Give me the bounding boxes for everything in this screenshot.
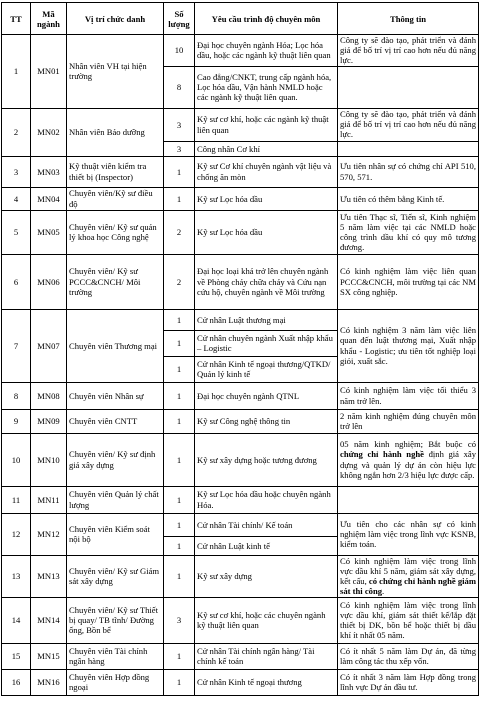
row-quantity: 1: [164, 156, 195, 187]
row-position: Nhân viên VH tại hiện trường: [67, 35, 164, 109]
row-info: Ưu tiên Thạc sĩ, Tiến sĩ, Kinh nghiệm 5 năm làm việc tại các NMLD hoặc công trình dầu khí có quy mô tương đương.: [338, 210, 479, 254]
row-position: Chuyên viên/ Kỹ sư Giám sát xây dựng: [67, 555, 164, 597]
row-code: MN08: [31, 382, 67, 409]
header-info: Thông tin: [338, 3, 479, 35]
row-quantity: 1: [164, 433, 195, 486]
row-info: [338, 486, 479, 513]
row-quantity: 1: [164, 330, 195, 356]
row-info: Công ty sẽ đào tạo, phát triển và đánh giá để bố trí vị trí cao hơn nếu đủ năng lực.: [338, 108, 479, 141]
certificate-emphasis: có chứng chỉ hành nghề giám sát thi công: [340, 576, 476, 597]
row-requirement: Kỹ sư Lọc hóa dầu: [195, 210, 338, 254]
row-code: MN07: [31, 309, 67, 382]
row-code: MN10: [31, 433, 67, 486]
row-requirement: Cử nhân Tài chính/ Kế toán: [195, 513, 338, 536]
row-requirement: Công nhân Cơ khí: [195, 141, 338, 156]
header-tt: TT: [2, 3, 31, 35]
table-header-row: [2, 3, 479, 35]
row-position: Chuyên viên Hợp đồng ngoại: [67, 669, 164, 695]
row-quantity: 1: [164, 513, 195, 536]
row-requirement: Đại học chuyên ngành QTNL: [195, 382, 338, 409]
row-quantity: 1: [164, 486, 195, 513]
info-text-pre: 05 năm kinh nghiệm; Bắt buộc có: [340, 439, 476, 450]
row-tt: 13: [2, 555, 31, 597]
row-code: MN09: [31, 409, 67, 433]
row-tt: 7: [2, 309, 31, 382]
table-row: [2, 210, 479, 254]
row-code: MN01: [31, 35, 67, 109]
row-tt: 14: [2, 597, 31, 643]
row-code: MN12: [31, 513, 67, 555]
row-tt: 11: [2, 486, 31, 513]
table-row: [2, 555, 479, 597]
row-position: Nhân viên Bảo dưỡng: [67, 108, 164, 156]
recruitment-table: [1, 2, 479, 696]
row-tt: 12: [2, 513, 31, 555]
row-code: MN04: [31, 187, 67, 210]
row-tt: 9: [2, 409, 31, 433]
row-quantity: 2: [164, 254, 195, 309]
row-quantity: 3: [164, 108, 195, 141]
header-quantity: Số lượng: [164, 3, 195, 35]
row-info: Có kinh nghiệm làm việc liên quan PCCC&CNCH, môi trường tại các NM SX công nghiệp.: [338, 254, 479, 309]
row-quantity: 1: [164, 555, 195, 597]
row-tt: 1: [2, 35, 31, 109]
row-requirement: Cử nhân Luật kinh tế: [195, 536, 338, 555]
row-quantity: 1: [164, 309, 195, 330]
row-requirement: Đại học chuyên ngành Hóa; Lọc hóa dầu, hoặc các ngành kỹ thuật liên quan: [195, 35, 338, 67]
row-quantity: 3: [164, 597, 195, 643]
row-quantity: 1: [164, 669, 195, 695]
row-info: Có ít nhất 5 năm làm Dự án, đã từng làm công tác thu xếp vốn.: [338, 643, 479, 669]
row-tt: 4: [2, 187, 31, 210]
row-info: 2 năm kinh nghiệm đúng chuyên môn trở lên: [338, 409, 479, 433]
row-tt: 2: [2, 108, 31, 156]
row-info-empty: [338, 141, 479, 156]
row-position: Kỹ thuật viên kiểm tra thiết bị (Inspector): [67, 156, 164, 187]
row-info: Có kinh nghiệm làm việc trong lĩnh vực dầu khí, giám sát thiết kế/lắp đặt thiết bị DK, bồn bể hoặc thiết bị dầu khí ít nhất 05 năm.: [338, 597, 479, 643]
row-position: Chuyên viên Kiểm soát nội bộ: [67, 513, 164, 555]
row-tt: 10: [2, 433, 31, 486]
row-quantity: 3: [164, 141, 195, 156]
row-tt: 8: [2, 382, 31, 409]
row-code: MN03: [31, 156, 67, 187]
row-position: Chuyên viên/ Kỹ sư Thiết bị quay/ TB tĩnh/ Đường ống, Bồn bể: [67, 597, 164, 643]
row-quantity: 1: [164, 356, 195, 382]
row-tt: 15: [2, 643, 31, 669]
info-text-pre: Có kinh nghiệm làm việc trong lĩnh vực dầu khí 5 năm, giám sát xây dựng, kết cấu,: [340, 555, 476, 587]
row-info: Có ít nhất 3 năm làm Hợp đồng trong lĩnh vực Dự án đầu tư.: [338, 669, 479, 695]
certificate-emphasis: chứng chỉ hành nghề: [340, 449, 424, 460]
row-quantity: 8: [164, 66, 195, 108]
row-requirement: Kỹ sư Công nghệ thông tin: [195, 409, 338, 433]
row-requirement: Đại học loại khá trở lên chuyên ngành về Phòng cháy chữa cháy và Cứu nạn cứu hộ, chuyên ngành về Môi trường: [195, 254, 338, 309]
row-info: Ưu tiên nhân sự có chứng chỉ API 510, 570, 571.: [338, 156, 479, 187]
table-row: [2, 597, 479, 643]
table-row: [2, 187, 479, 210]
row-info: Ưu tiên cho các nhân sự có kinh nghiệm làm việc trong lĩnh vực KSNB, kiểm toán.: [338, 513, 479, 555]
row-quantity: 1: [164, 409, 195, 433]
row-info: Công ty sẽ đào tạo, phát triển và đánh giá để bố trí vị trí cao hơn nếu đủ năng lực.: [338, 35, 479, 67]
row-info: [338, 555, 479, 597]
row-requirement: Kỹ sư Lọc hóa dầu: [195, 187, 338, 210]
row-requirement: Kỹ sư Cơ khí chuyên ngành vật liệu và chống ăn mòn: [195, 156, 338, 187]
row-position: Chuyên viên/Kỹ sư điều độ: [67, 187, 164, 210]
row-tt: 5: [2, 210, 31, 254]
info-text-post: .: [382, 586, 385, 597]
row-position: Chuyên viên Nhân sự: [67, 382, 164, 409]
row-requirement: Kỹ sư xây dựng: [195, 555, 338, 597]
row-info: Ưu tiên có thêm bằng Kinh tế.: [338, 187, 479, 210]
row-requirement: Cử nhân Kinh tế ngoại thương/QTKD/ Quản lý kinh tế: [195, 356, 338, 382]
row-quantity: 1: [164, 536, 195, 555]
row-requirement: Kỹ sư cơ khí, hoặc các chuyên ngành kỹ thuật liên quan: [195, 597, 338, 643]
row-position: Chuyên viên/ Kỹ sư quản lý khoa học Công nghệ: [67, 210, 164, 254]
row-requirement: Kỹ sư xây dựng hoặc tương đương: [195, 433, 338, 486]
row-tt: 3: [2, 156, 31, 187]
table-row: [2, 433, 479, 486]
header-requirement: Yêu cầu trình độ chuyên môn: [195, 3, 338, 35]
row-info-empty: [338, 66, 479, 108]
row-requirement: Kỹ sư Lọc hóa dầu hoặc chuyên ngành Hóa.: [195, 486, 338, 513]
header-code: Mã ngành: [31, 3, 67, 35]
table-row: [2, 486, 479, 513]
row-quantity: 1: [164, 187, 195, 210]
row-quantity: 10: [164, 35, 195, 67]
table-row: [2, 35, 479, 67]
row-position: Chuyên viên/ Kỹ sư PCCC&CNCH/ Môi trường: [67, 254, 164, 309]
table-row: [2, 669, 479, 695]
row-requirement: Cử nhân Kinh tế ngoại thương: [195, 669, 338, 695]
row-requirement: Cử nhân Luật thương mại: [195, 309, 338, 330]
row-code: MN02: [31, 108, 67, 156]
row-tt: 16: [2, 669, 31, 695]
row-code: MN16: [31, 669, 67, 695]
table-row: [2, 108, 479, 141]
row-code: MN14: [31, 597, 67, 643]
table-row: [2, 643, 479, 669]
row-requirement: Cử nhân chuyên ngành Xuất nhập khẩu – Logistic: [195, 330, 338, 356]
row-position: Chuyên viên/ Kỹ sư định giá xây dựng: [67, 433, 164, 486]
row-quantity: 1: [164, 382, 195, 409]
document-page: [1, 2, 479, 696]
row-info: [338, 433, 479, 486]
row-requirement: Kỹ sư cơ khí, hoặc các ngành kỹ thuật liên quan: [195, 108, 338, 141]
table-row: [2, 254, 479, 309]
row-requirement: Cử nhân Tài chính ngân hàng/ Tài chính kế toán: [195, 643, 338, 669]
row-code: MN13: [31, 555, 67, 597]
row-quantity: 1: [164, 643, 195, 669]
row-info: Có kinh nghiệm 3 năm làm việc liên quan đến luật thương mại, Xuất nhập khẩu - Logistic; ưu tiên tốt nghiệp loại giỏi, xuất sắc.: [338, 309, 479, 382]
row-position: Chuyên viên Quản lý chất lượng: [67, 486, 164, 513]
table-row: [2, 513, 479, 536]
table-row: [2, 382, 479, 409]
row-tt: 6: [2, 254, 31, 309]
table-row: [2, 309, 479, 330]
info-text-post: định giá xây dựng và quản lý dự án còn hiệu lực không ngắn hơn 2/3 hiệu lực được cấp.: [340, 449, 476, 480]
row-code: MN15: [31, 643, 67, 669]
table-row: [2, 409, 479, 433]
row-position: Chuyên viên Thương mại: [67, 309, 164, 382]
row-info: Có kinh nghiệm làm việc tối thiểu 3 năm trở lên.: [338, 382, 479, 409]
row-position: Chuyên viên CNTT: [67, 409, 164, 433]
row-code: MN11: [31, 486, 67, 513]
row-requirement: Cao đẳng/CNKT, trung cấp ngành hóa, Lọc hóa dầu, Vận hành NMLD hoặc các ngành kỹ thuật liên quan.: [195, 66, 338, 108]
row-code: MN06: [31, 254, 67, 309]
table-row: [2, 156, 479, 187]
row-quantity: 2: [164, 210, 195, 254]
row-code: MN05: [31, 210, 67, 254]
row-position: Chuyên viên Tài chính ngân hàng: [67, 643, 164, 669]
header-position: Vị trí chức danh: [67, 3, 164, 35]
